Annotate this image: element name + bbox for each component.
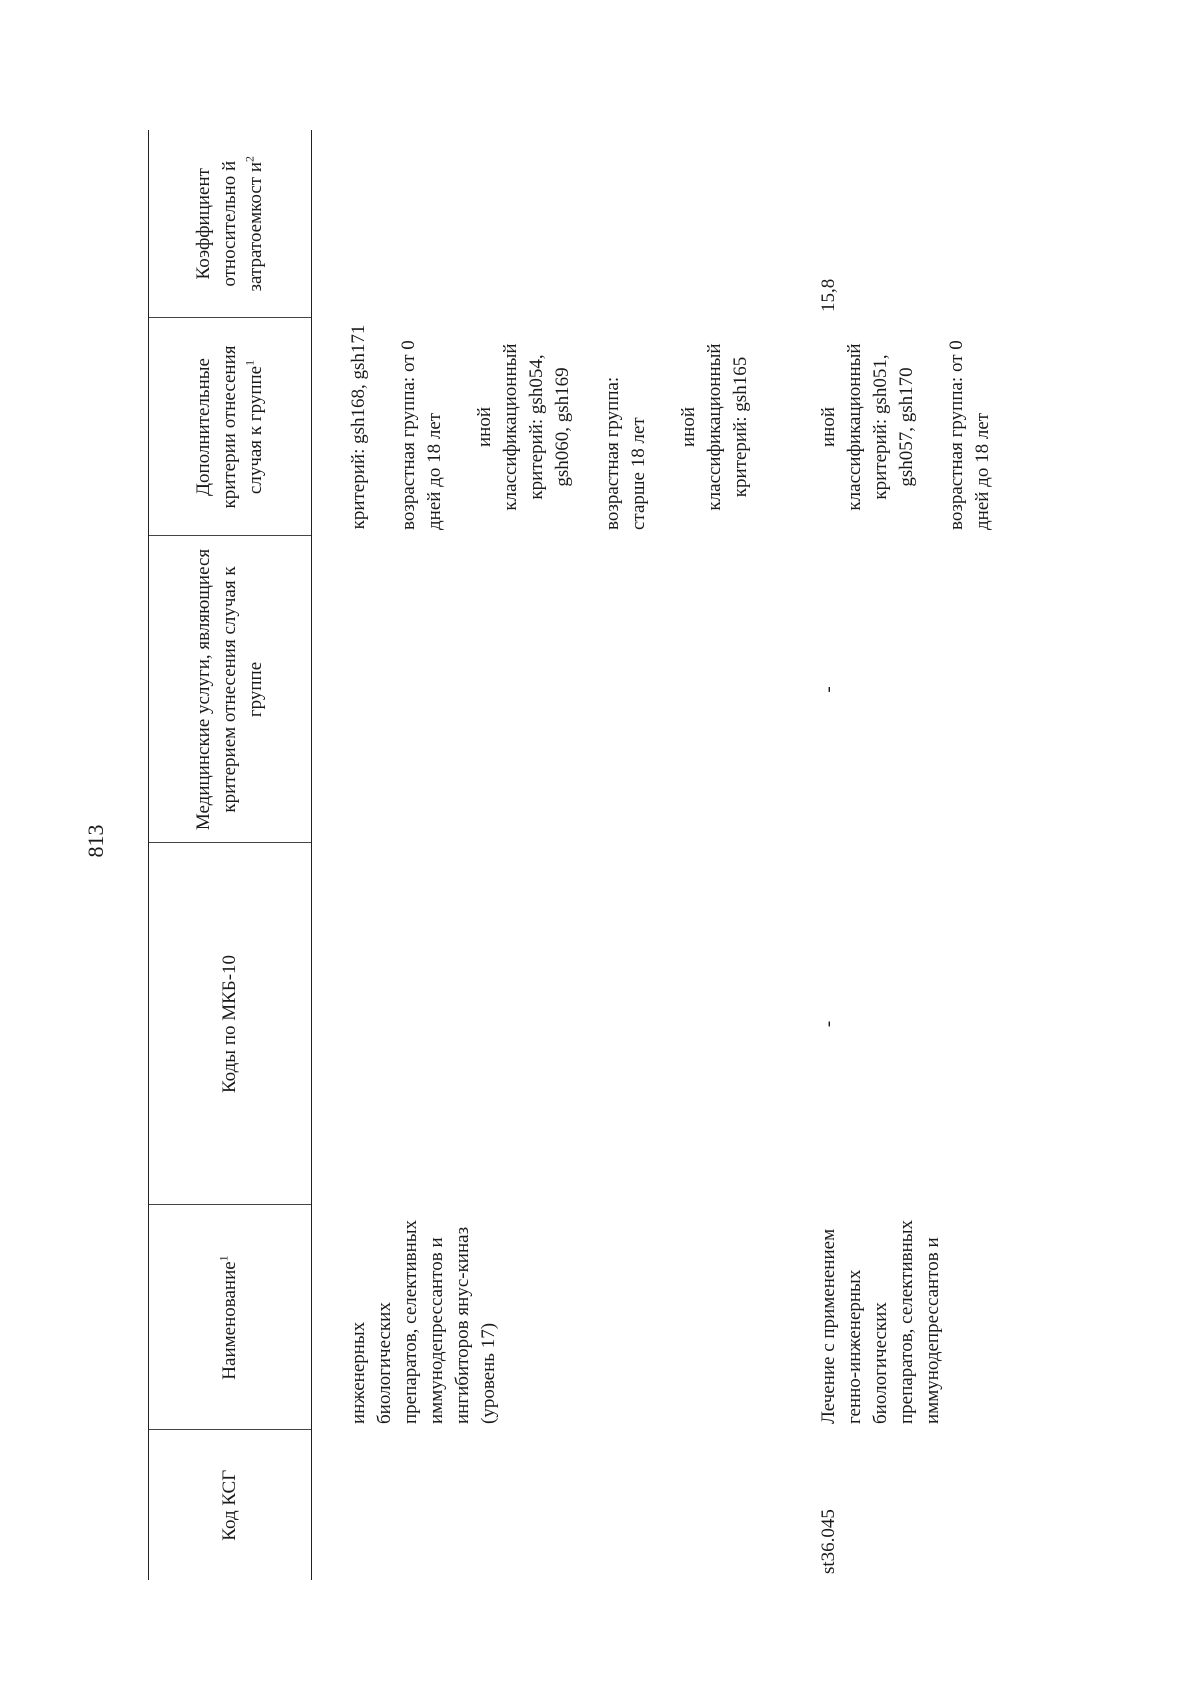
cell-services	[312, 536, 779, 843]
criteria-line: возрастная группа: от 0 дней до 18 лет	[946, 340, 993, 530]
header-name: Наименование$^1$	[149, 1205, 312, 1430]
header-mkb: Коды по МКБ-10	[149, 843, 312, 1205]
cell-name: инженерных биологических препаратов, селективных иммунодепрессантов и ингибиторов янус-киназ (уровень 17)	[348, 1219, 499, 1424]
page-number: 813	[83, 824, 108, 858]
criteria-line: иной классификационный критерий: gsh051, gsh057, gsh170	[818, 343, 917, 511]
header-coef: Коэффициент относительно й затратоемкост $и^2$	[149, 130, 312, 318]
criteria-line: возрастная группа: старше 18 лет	[602, 376, 649, 530]
table-header-row	[149, 130, 312, 1580]
cell-coef	[312, 130, 779, 318]
criteria-line: возрастная группа: от 0 дней до 18 лет	[398, 340, 445, 530]
criteria-line: иной классификационный критерий: gsh165	[678, 343, 751, 511]
row-spacer	[778, 130, 816, 1580]
header-criteria: Дополнительные критерии отнесения случая к группе$^1$	[149, 318, 312, 536]
cell-criteria	[816, 318, 1020, 536]
cell-code	[312, 1430, 779, 1580]
cell-code: st36.045	[818, 1509, 839, 1574]
table-row	[816, 130, 1020, 1580]
header-services: Медицинские услуги, являющиеся критерием отнесения случая к группе	[149, 536, 312, 843]
cell-coef: 15,8	[818, 278, 839, 312]
cell-services: -	[818, 686, 839, 693]
rotated-table-sheet	[148, 100, 1168, 1580]
ksg-table	[148, 130, 1020, 1580]
cell-name: Лечение с применением генно-инженерных биологических препаратов, селективных иммунодепрессантов и	[818, 1219, 943, 1424]
criteria-line: критерий: gsh168, gsh171	[348, 324, 369, 530]
header-code: Код КСГ	[149, 1430, 312, 1580]
cell-criteria	[312, 318, 779, 536]
table-row	[312, 130, 779, 1580]
criteria-line: иной классификационный критерий: gsh054, gsh060, gsh169	[474, 343, 573, 511]
cell-mkb	[312, 843, 779, 1205]
cell-mkb: -	[818, 1020, 839, 1028]
